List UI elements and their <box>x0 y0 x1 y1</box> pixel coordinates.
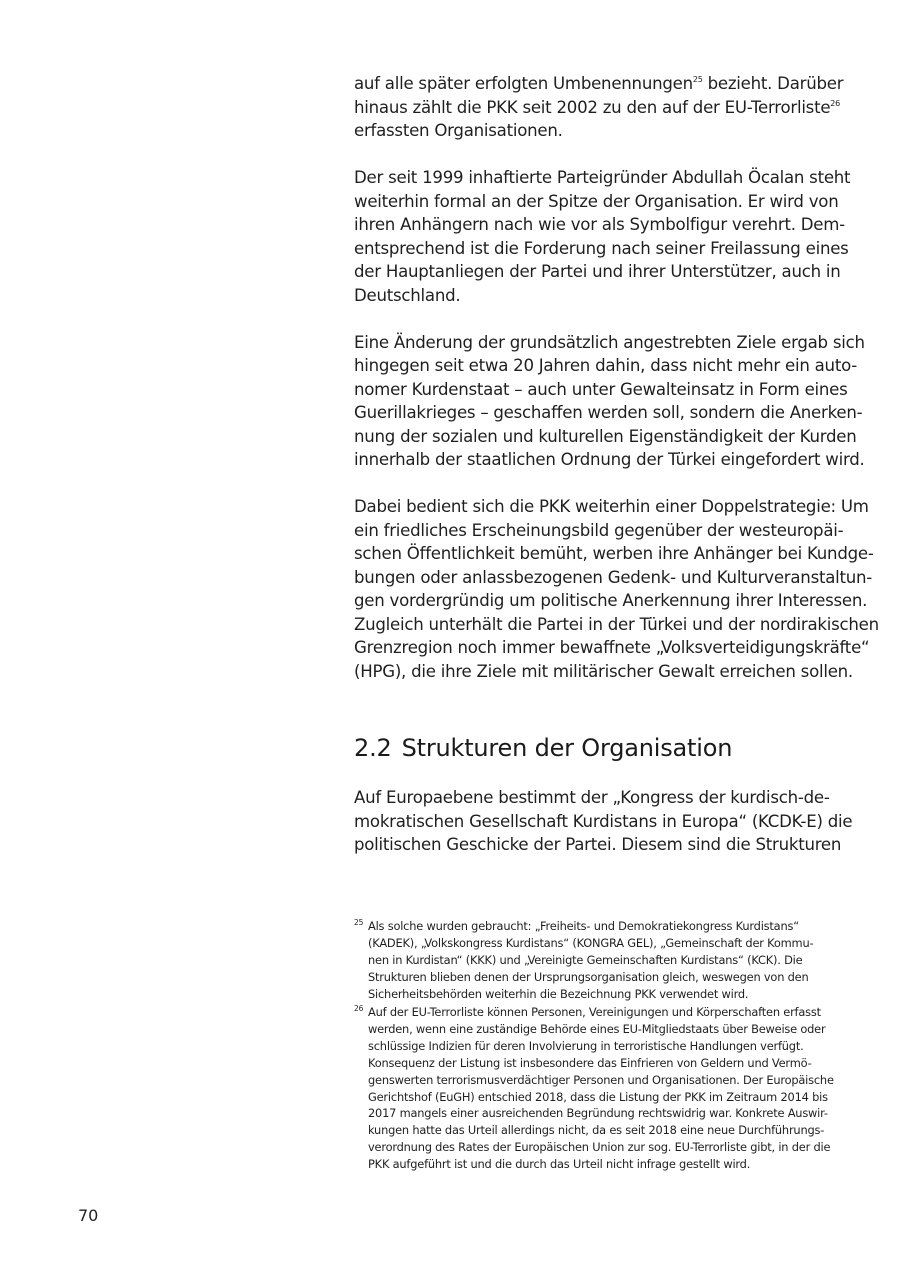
text-line: kungen hatte das Urteil allerdings nicht, da es seit 2018 eine neue Durchführungs- <box>368 1123 825 1138</box>
section-title: Strukturen der Organisation <box>401 734 733 762</box>
text-line: verordnung des Rates der Europäischen Union zur sog. EU-Terrorliste gibt, in der die <box>368 1140 831 1155</box>
text-line: schlüssige Indizien für deren Involvierung in terroristische Handlungen verfügt. <box>368 1038 804 1053</box>
text-line: 2017 mangels einer ausreichenden Begründung rechtswidrig war. Konkrete Auswir- <box>368 1106 828 1121</box>
text-line: (HPG), die ihre Ziele mit militärischer Gewalt erreichen sollen. <box>354 661 853 681</box>
paragraph-4 <box>354 495 879 683</box>
text-line: Auf der EU-Terrorliste können Personen, Vereinigungen und Körperschaften erfasst <box>368 1005 821 1019</box>
text-line: Strukturen blieben denen der Ursprungsorganisation gleich, weswegen von den <box>368 969 809 984</box>
footnote-text <box>368 1004 834 1173</box>
footnote-text <box>368 918 824 1003</box>
section-text <box>354 786 853 857</box>
text-line: mokratischen Gesellschaft Kurdistans in Europa“ (KCDK-E) die <box>354 811 853 831</box>
text-line: hingegen seit etwa 20 Jahren dahin, dass nicht mehr ein auto- <box>354 356 858 375</box>
text-line: weiterhin formal an der Spitze der Organisation. Er wird von <box>354 191 839 211</box>
text-line: schen Öffentlichkeit bemüht, werben ihre Anhänger bei Kundge- <box>354 544 874 563</box>
text-line: gen vordergründig um politische Anerkennung ihrer Interessen. <box>354 591 868 610</box>
text-line: Auf Europaebene bestimmt der „Kongress der kurdisch-de- <box>354 788 830 807</box>
text-line: innerhalb der staatlichen Ordnung der Türkei eingefordert wird. <box>354 450 865 469</box>
footnote-marker: 26 <box>354 1004 364 1013</box>
text-line: ein friedliches Erscheinungsbild gegenüber der westeuropäi- <box>354 520 844 540</box>
section-heading <box>354 733 826 763</box>
text-line: nen in Kurdistan“ (KKK) und „Vereinigte Gemeinschaften Kurdistans“ (KCK). Die <box>368 952 803 967</box>
text-line: Sicherheitsbehörden weiterhin die Bezeichnung PKK verwendet wird. <box>368 986 749 1001</box>
footnote-25 <box>354 918 824 1003</box>
text-line: Gerichtshof (EuGH) entschied 2018, dass die Listung der PKK im Zeitraum 2014 bis <box>368 1089 828 1104</box>
text-line: (KADEK), „Volkskongress Kurdistans“ (KONGRA GEL), „Gemeinschaft der Kommu- <box>368 935 814 950</box>
text-line: der Hauptanliegen der Partei und ihrer Unterstützer, auch in <box>354 262 841 281</box>
text-line: werden, wenn eine zuständige Behörde eines EU-Mitgliedstaats über Beweise oder <box>368 1021 826 1036</box>
paragraph-1 <box>354 72 844 143</box>
text-line: Als solche wurden gebraucht: „Freiheits- und Demokratiekongress Kurdistans“ <box>368 919 799 933</box>
text-line: Eine Änderung der grundsätzlich angestrebten Ziele ergab sich <box>354 332 865 352</box>
footnote-reference[interactable]: 25 <box>692 75 703 84</box>
text-line: nomer Kurdenstaat – auch unter Gewalteinsatz in Form eines <box>354 379 848 399</box>
section-paragraph <box>354 786 853 857</box>
text-line: politischen Geschicke der Partei. Diesem sind die Strukturen <box>354 835 842 854</box>
text-line: entsprechend ist die Forderung nach seiner Freilassung eines <box>354 238 849 258</box>
text-line: nung der sozialen und kulturellen Eigenständigkeit der Kurden <box>354 426 857 446</box>
text-line: PKK aufgeführt ist und die durch das Urteil nicht infrage gestellt wird. <box>368 1157 751 1172</box>
text-line: Dabei bedient sich die PKK weiterhin einer Doppelstrategie: Um <box>354 497 869 516</box>
text-line: bungen oder anlassbezogenen Gedenk- und Kulturveranstaltun- <box>354 567 873 587</box>
text-line: Guerillakrieges – geschaffen werden soll, sondern die Anerken- <box>354 403 863 422</box>
page-number: 70 <box>78 1206 99 1225</box>
text-line: Zugleich unterhält die Partei in der Türkei und der nordirakischen <box>354 614 879 634</box>
section-number: 2.2 <box>354 734 392 762</box>
main-text-column <box>354 72 879 683</box>
paragraph-3 <box>354 331 865 472</box>
text-line: auf alle später erfolgten Umbenennungen$^{25}$ bezieht. Darüber <box>354 74 844 93</box>
text-line: Konsequenz der Listung ist insbesondere das Einfrieren von Geldern und Vermö- <box>368 1055 812 1070</box>
paragraph-2 <box>354 166 851 307</box>
text-line: genswerten terrorismusverdächtiger Personen und Organisationen. Der Europäische <box>368 1072 834 1087</box>
text-line: hinaus zählt die PKK seit 2002 zu den auf der EU-Terrorliste$^{26}$ <box>354 97 840 117</box>
text-line: ihren Anhängern nach wie vor als Symbolfigur verehrt. Dem- <box>354 215 845 234</box>
text-line: Deutschland. <box>354 285 461 305</box>
footnote-26 <box>354 1004 834 1173</box>
footnote-marker: 25 <box>354 918 364 927</box>
text-line: Grenzregion noch immer bewaffnete „Volksverteidigungskräfte“ <box>354 638 870 657</box>
text-line: erfassten Organisationen. <box>354 121 563 140</box>
text-line: Der seit 1999 inhaftierte Parteigründer Abdullah Öcalan steht <box>354 168 851 187</box>
footnote-reference[interactable]: 26 <box>830 98 840 108</box>
